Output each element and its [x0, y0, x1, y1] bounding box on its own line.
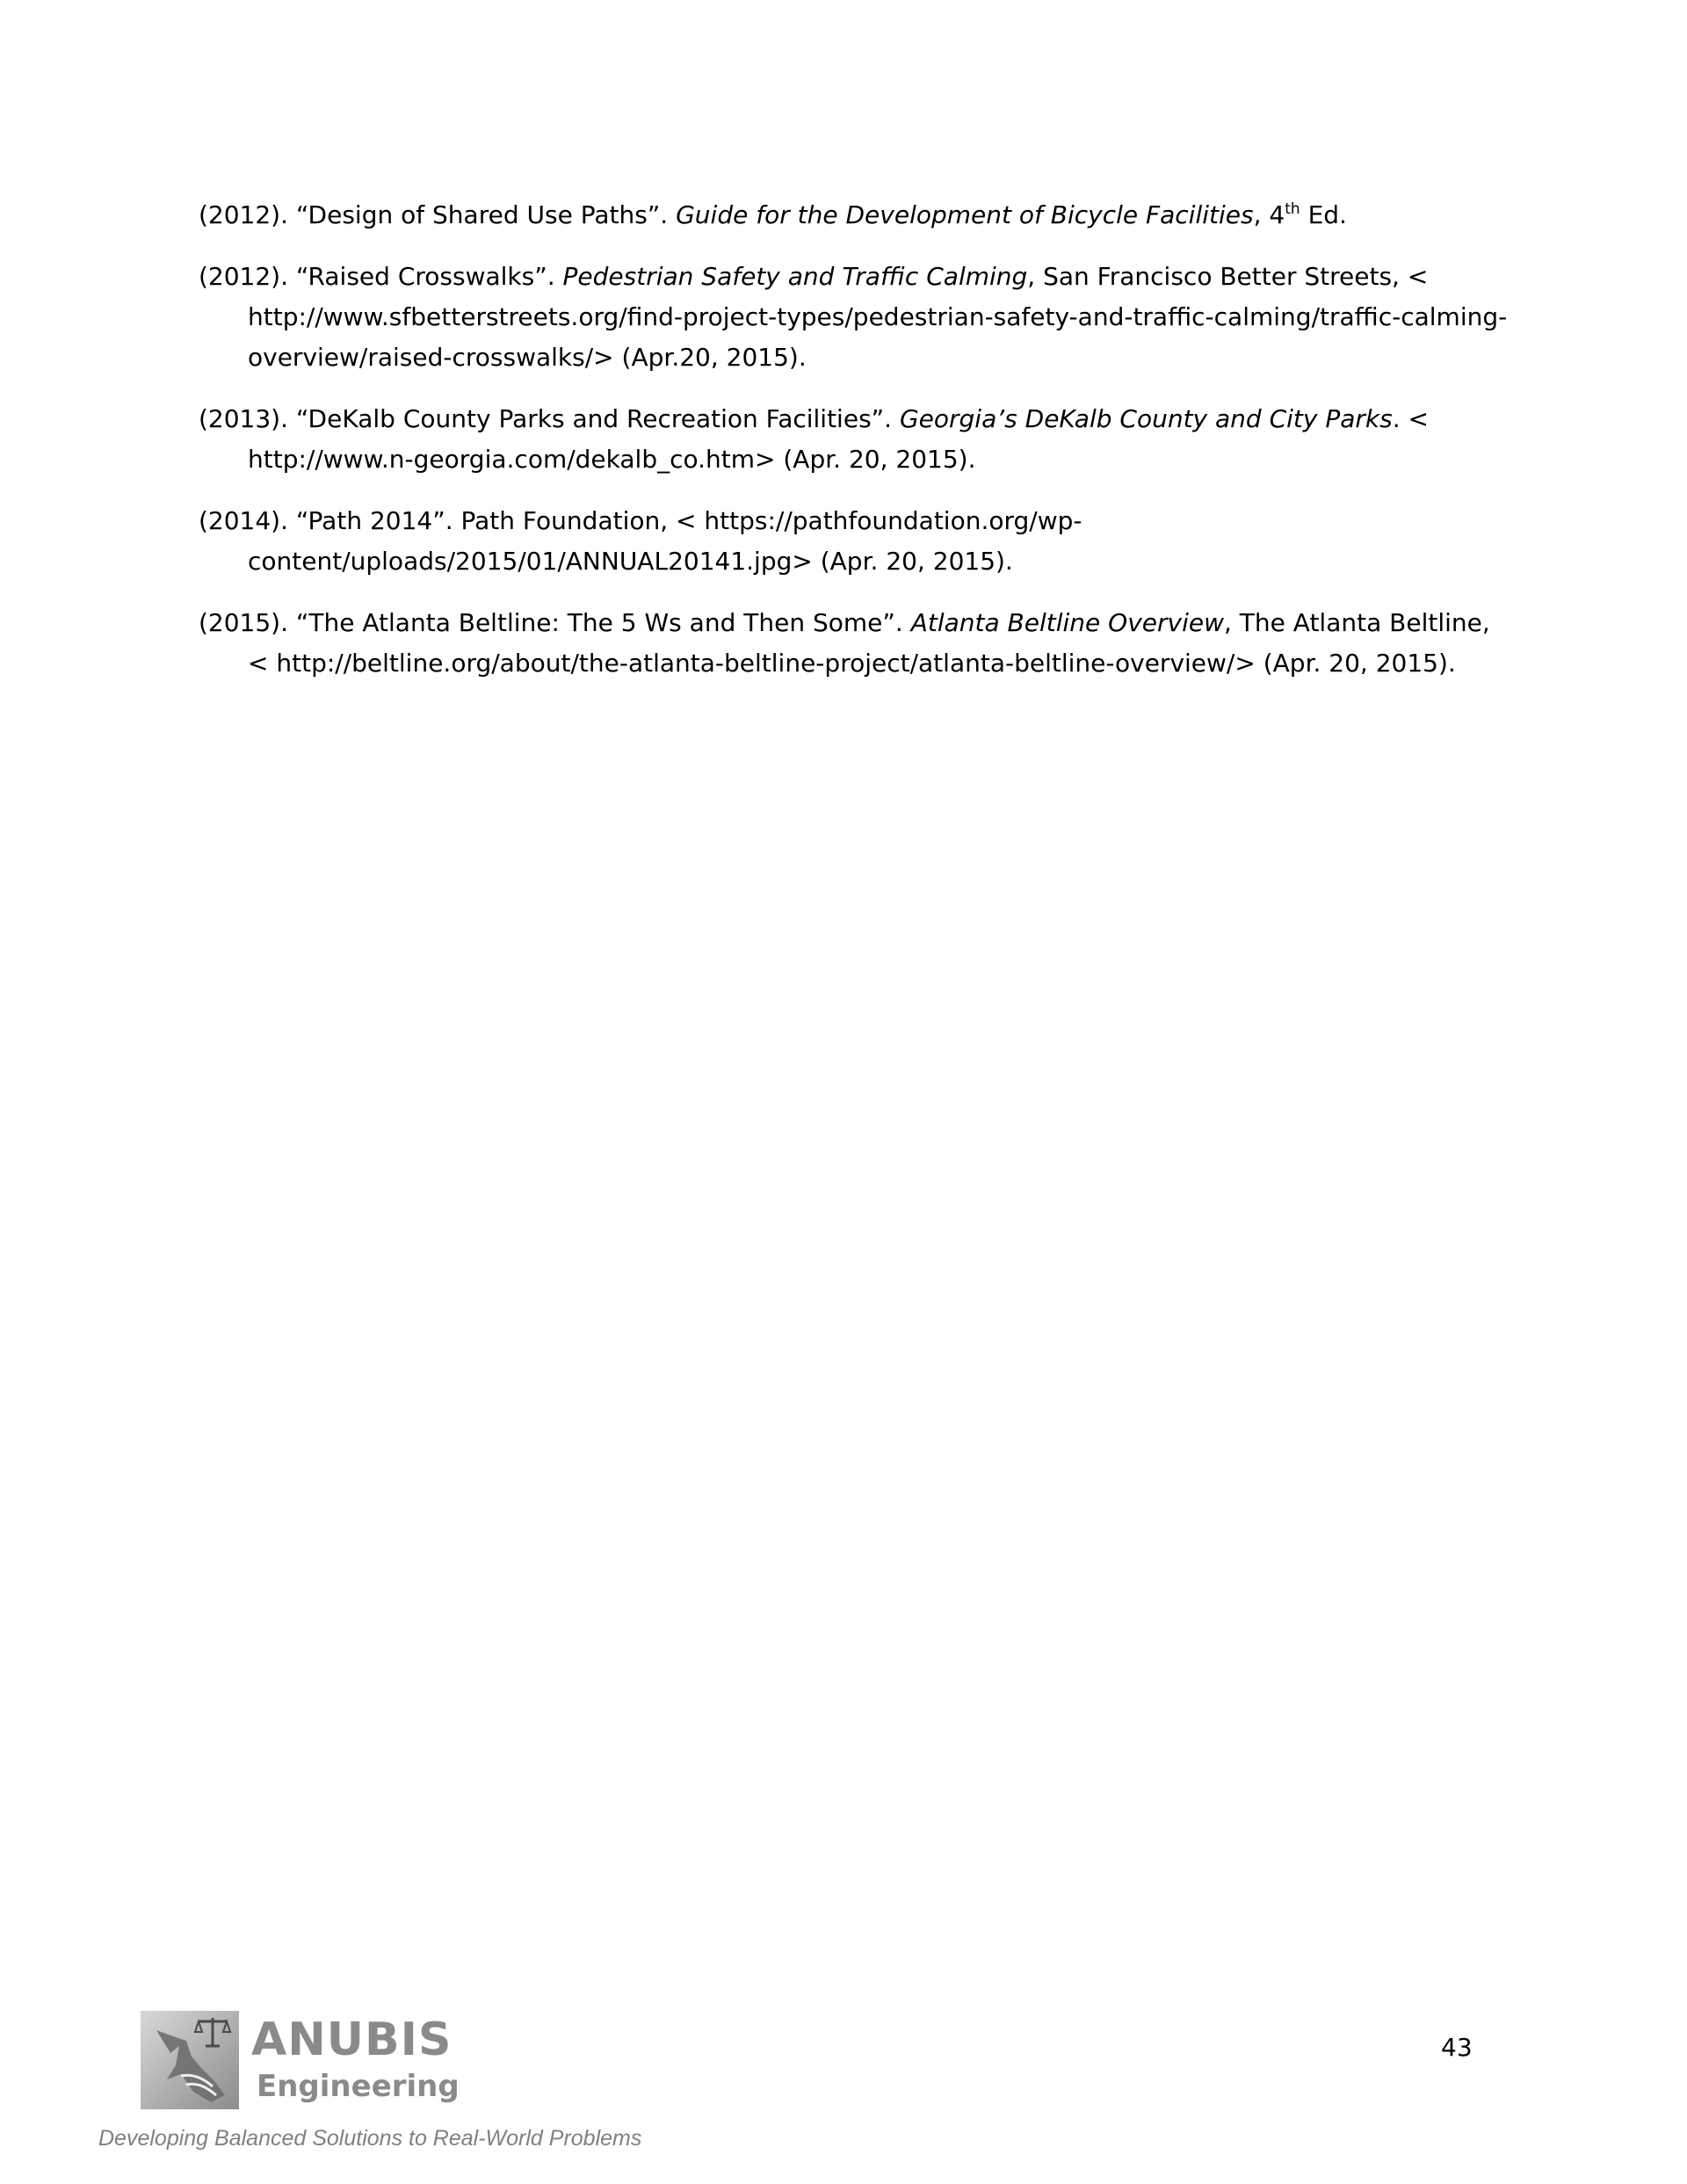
reference-text: (2012). “Raised Crosswalks”.: [199, 262, 563, 291]
reference-source-title: Atlanta Beltline Overview: [910, 608, 1224, 637]
reference-superscript: th: [1285, 200, 1300, 218]
company-logo: [141, 2011, 460, 2113]
reference-entry: [199, 257, 1517, 378]
reference-entry: [199, 399, 1517, 480]
reference-entry: [199, 195, 1517, 236]
reference-source-title: Guide for the Development of Bicycle Facilities: [676, 200, 1254, 229]
reference-text: , 4: [1253, 200, 1285, 229]
reference-text: , San Francisco Better Streets, < http://www.sfbetterstreets.org/find-project-types/pedestrian-safety-and-traffic-calming/traffic-calming-overview/raised-crosswalks/> (Apr.20, 2015).: [248, 262, 1508, 372]
reference-text: , The Atlanta Beltline, < http://beltline.org/about/the-atlanta-beltline-project/atlanta-beltline-overview/> (Apr. 20, 2015).: [248, 608, 1490, 678]
page-number: 43: [1441, 2033, 1473, 2062]
anubis-scales-emblem-icon: [141, 2011, 239, 2109]
reference-entry: [199, 603, 1517, 684]
reference-list: [199, 195, 1517, 705]
logo-subtitle: Engineering: [257, 2069, 460, 2104]
reference-text: (2013). “DeKalb County Parks and Recreation Facilities”.: [199, 404, 900, 433]
reference-text: (2014). “Path 2014”. Path Foundation, < https://pathfoundation.org/wp-content/uploads/2015/01/ANNUAL20141.jpg> (Apr. 20, 2015).: [199, 506, 1082, 576]
reference-source-title: Georgia’s DeKalb County and City Parks: [899, 404, 1393, 433]
reference-text: (2012). “Design of Shared Use Paths”.: [199, 200, 677, 229]
reference-text: (2015). “The Atlanta Beltline: The 5 Ws and Then Some”.: [199, 608, 911, 637]
footer-tagline: Developing Balanced Solutions to Real-World Problems: [98, 2126, 642, 2151]
reference-text: . < http://www.n-georgia.com/dekalb_co.htm> (Apr. 20, 2015).: [248, 404, 1429, 474]
logo-wordmark: ANUBIS: [251, 2013, 453, 2066]
reference-entry: [199, 501, 1517, 582]
reference-text: Ed.: [1300, 200, 1347, 229]
reference-source-title: Pedestrian Safety and Traffic Calming: [562, 262, 1028, 291]
